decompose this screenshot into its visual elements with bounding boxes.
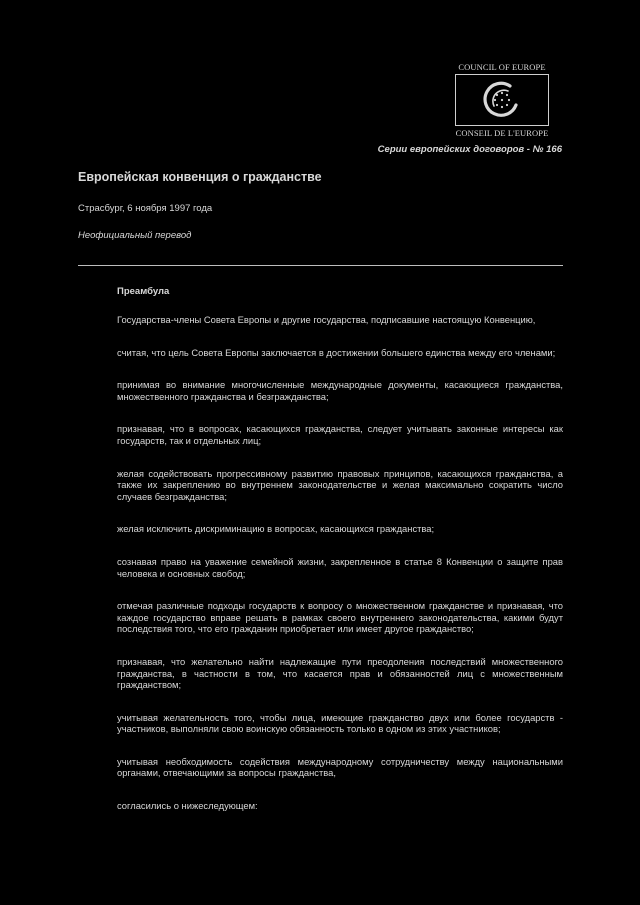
document-title: Европейская конвенция о гражданстве [78,170,322,184]
treaty-series-label: Серии европейских договоров - № 166 [377,144,562,155]
place-and-date: Страсбург, 6 ноября 1997 года [78,203,213,214]
preamble-paragraph: признавая, что в вопросах, касающихся гражданства, следует учитывать законные интересы как государств, так и отдельных лиц; [117,423,563,446]
preamble-paragraph: согласились о нижеследующем: [117,800,258,812]
preamble-paragraph: учитывая желательность того, чтобы лица, имеющие гражданство двух или более государств - участников, выполняли свою воинскую обязанность только в одном из этих участников; [117,711,563,735]
preamble-paragraph: принимая во внимание многочисленные международные документы, касающиеся гражданства, множественного гражданства и безгражданства; [117,379,563,402]
preamble-paragraph: считая, что цель Совета Европы заключается в достижении большего единства между его членами; [117,346,556,358]
preamble-paragraph: учитывая необходимость содействия международному сотрудничеству между национальными органами, отвечающими за вопросы гражданства, [117,755,563,779]
preamble-heading: Преамбула [117,286,170,297]
council-of-europe-logo [451,62,553,138]
preamble-paragraph: признавая, что желательно найти надлежащие пути преодоления последствий множественного гражданства, в частности в том, что касается прав и обязанностей лиц с множественным гражданством; [117,655,563,691]
logo-top-text: COUNCIL OF EUROPE [458,62,546,72]
header-divider [78,265,563,266]
preamble-paragraph: отмечая различные подходы государств к вопросу о множественном гражданстве и признавая, что каждое государство вправе решать в рамках своего внутреннего законодательства, какими будут последствия того, что его гражданин приобретает или имеет другое гражданство; [117,600,563,635]
council-of-europe-emblem-icon [480,79,524,121]
logo-bottom-text: CONSEIL DE L'EUROPE [455,128,549,138]
translation-note: Неофициальный перевод [78,230,192,241]
preamble-paragraph: Государства-члены Совета Европы и другие государства, подписавшие настоящую Конвенцию, [117,314,536,325]
preamble-paragraph: сознавая право на уважение семейной жизни, закрепленное в статье 8 Конвенции о защите прав человека и основных свобод; [117,555,563,579]
preamble-body [117,314,563,812]
preamble-paragraph: желая содействовать прогрессивному развитию правовых принципов, касающихся гражданства, а также их закреплению во внутреннем законодательстве и желая максимально сократить число случаев безгражданства; [117,467,563,502]
logo-frame [455,74,549,126]
preamble-paragraph: желая исключить дискриминацию в вопросах, касающихся гражданства; [117,523,435,535]
